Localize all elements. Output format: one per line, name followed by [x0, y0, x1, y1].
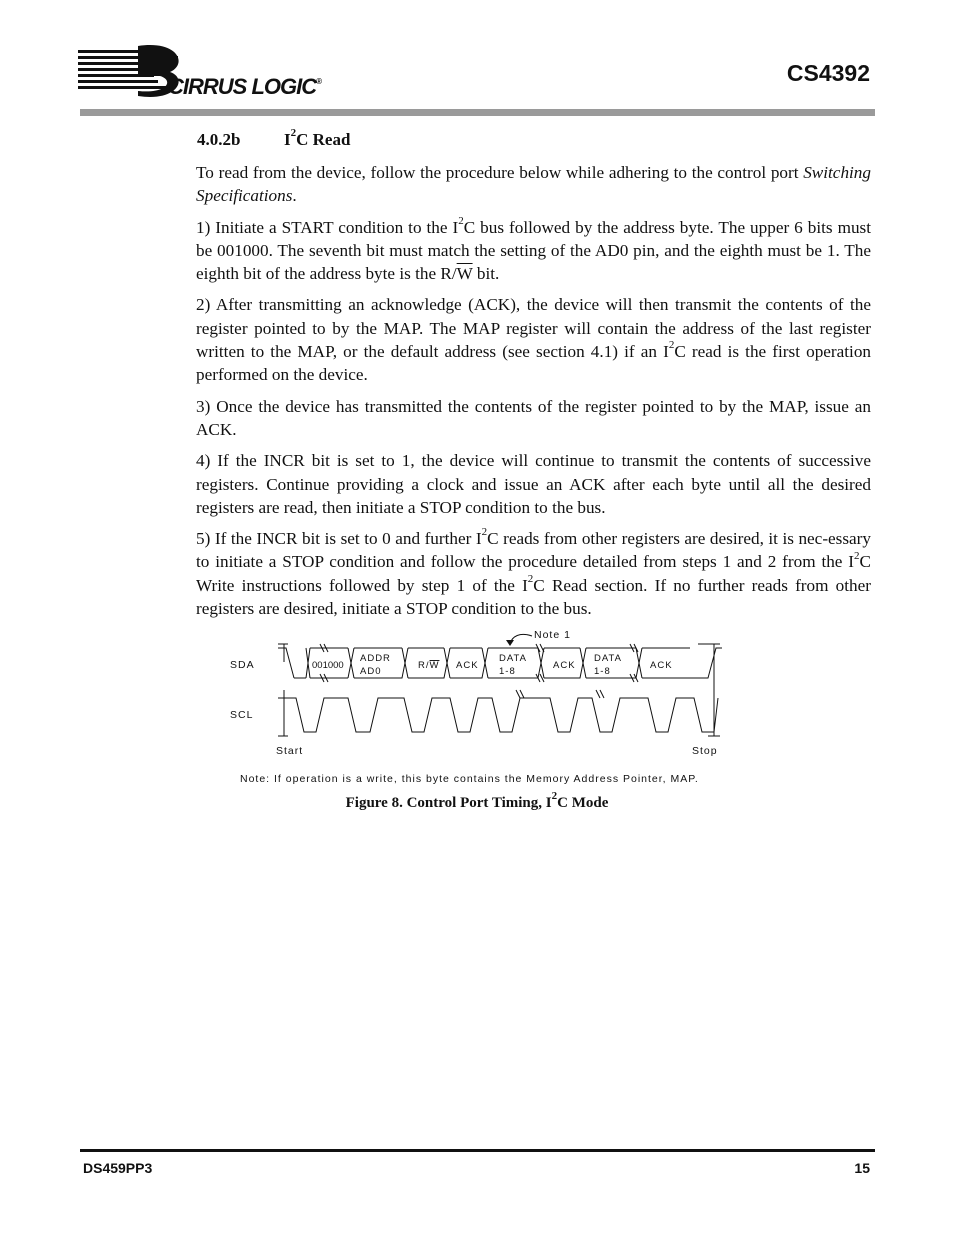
seg-addr-label: ADDR [360, 653, 391, 664]
paragraph-step-3: 3) Once the device has transmitted the contents of the register pointed to by the MAP, issue an ACK. [196, 396, 871, 439]
paragraph-step-1: 1) Initiate a START condition to the $I^2C$ bus followed by the address byte. The upper 6 bits must be 001000. The seventh bit must match the setting of the AD0 pin, and the eighth must be 1. The eighth bit of the address byte is the $R/\overline{W}$ bit. [196, 214, 871, 284]
document-title: CS4392 [786, 60, 870, 86]
paragraph-step-4: 4) If the INCR bit is set to 1, the device will continue to transmit the contents of successive registers. Continue providing a clock and issue an ACK after each byte until all the desired registers are read, then initiate a STOP condition to the bus. [196, 451, 871, 517]
start-marker [278, 644, 288, 736]
ack1-label: ACK [456, 660, 479, 671]
scl-waveform [278, 698, 718, 732]
stop-marker [698, 644, 720, 736]
ack2-label: ACK [553, 660, 576, 671]
footer-rule [80, 1149, 875, 1152]
logo-wordmark: CIRRUS LOGIC® [168, 74, 322, 99]
stop-label: Stop [692, 745, 718, 757]
note-arrowhead [506, 640, 514, 646]
paragraph-step-5: 5) If the INCR bit is set to 0 and further $I^2C$ reads from other registers are desired, it is nec-essary to initiate a STOP condition and follow the procedure detailed from steps 1 and 2 from the $I^2C$ Write instructions followed by step 1 of the $I^2C$ Read section. If no further reads from other registers are desired, initiate a STOP condition to the bus. [196, 526, 871, 619]
sda-start-edge [278, 648, 294, 678]
seg-rw-label: R/W [418, 660, 440, 671]
i2c-timing-diagram [220, 626, 740, 796]
body-text [196, 161, 871, 628]
seg-001000-label: 001000 [312, 660, 344, 671]
paragraph-intro: To read from the device, follow the procedure below while adhering to the control port Switching Specifications. [196, 163, 871, 206]
section-heading [197, 127, 351, 150]
data2-label: DATA [594, 653, 622, 664]
note-arrow [510, 634, 532, 644]
sda-stop-edge [690, 648, 722, 678]
data2-range-label: 1-8 [594, 666, 611, 677]
header-rule [80, 109, 875, 116]
footer-page-number: 15 [854, 1160, 870, 1176]
sda-label: SDA [230, 659, 255, 671]
seg-ad0-label: AD0 [360, 666, 382, 677]
note1-label: Note 1 [534, 629, 571, 641]
section-number: 4.0.2b [197, 130, 241, 149]
figure-caption: Figure 8. Control Port Timing, $I^2C$ Mode [345, 790, 609, 811]
start-label: Start [276, 745, 304, 757]
ack3-label: ACK [650, 660, 673, 671]
data1-range-label: 1-8 [499, 666, 516, 677]
figure-note: Note: If operation is a write, this byte contains the Memory Address Pointer, MAP. [240, 773, 699, 785]
section-title: $I^2C$ Read [284, 127, 351, 149]
data1-label: DATA [499, 653, 527, 664]
footer-doc-id: DS459PP3 [83, 1160, 153, 1176]
paragraph-step-2: 2) After transmitting an acknowledge (ACK), the device will then transmit the contents of the register pointed to by the MAP. The MAP register will contain the address of the last register written to the MAP, or the default address (see section 4.1) if an $I^2C$ read is the first operation performed on the device. [196, 295, 872, 385]
scl-label: SCL [230, 709, 254, 721]
